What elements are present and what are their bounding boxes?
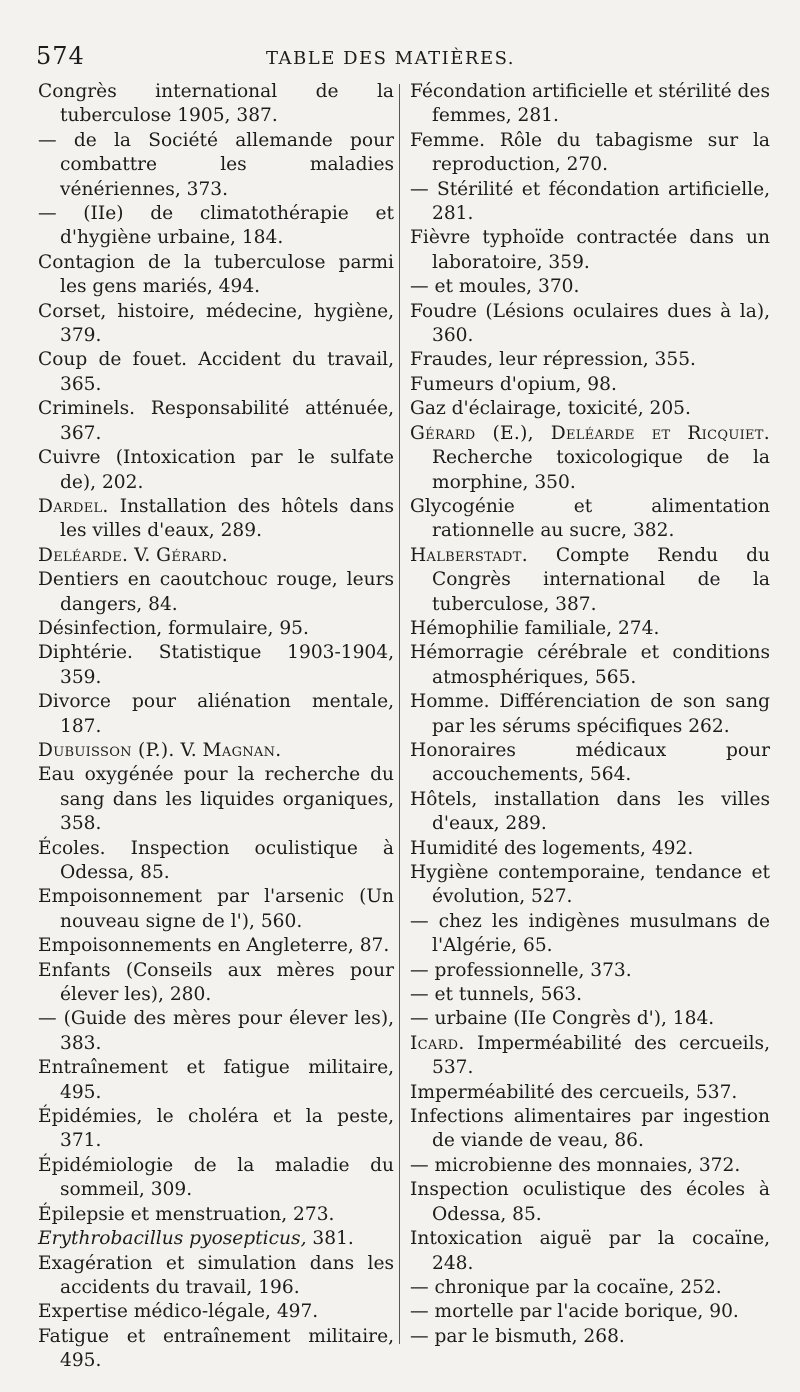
index-entry — [38, 1325, 394, 1374]
index-entry — [410, 422, 770, 495]
entry-text: — mortelle par l'acide borique, 90. — [410, 1301, 739, 1323]
entry-text: Eau oxygénée pour la recherche du sang dans les liquides organiques, 358. — [38, 764, 394, 835]
entry-text: Imperméabilité des cercueils, 537. — [432, 1032, 770, 1079]
entry-text: Foudre (Lésions oculaires dues à la), 360. — [410, 300, 770, 347]
index-entry — [38, 348, 394, 397]
entry-text: Coup de fouet. Accident du travail, 365. — [38, 349, 394, 395]
index-entry — [38, 739, 394, 763]
entry-author: Icard. — [410, 1032, 465, 1054]
entry-text: Cuivre (Intoxication par le sulfate de), 202. — [38, 447, 394, 493]
index-entry — [410, 1178, 770, 1227]
index-entry — [38, 934, 394, 958]
index-entry — [38, 1300, 394, 1324]
entry-text: Installation des hôtels dans les villes d'eaux, 289. — [60, 495, 394, 542]
entry-text: Épidémiologie de la maladie du sommeil, 309. — [38, 1154, 394, 1201]
entry-text: Glycogénie et alimentation rationnelle au sucre, 382. — [410, 495, 770, 542]
index-entry — [38, 397, 394, 446]
entry-text: Divorce pour aliénation mentale, 187. — [38, 691, 394, 737]
entry-text: — (Guide des mères pour élever les), 383. — [38, 1008, 394, 1054]
index-entry — [410, 690, 770, 739]
entry-text: Fraudes, leur répression, 355. — [410, 349, 696, 371]
index-entry — [410, 641, 770, 690]
index-entry — [410, 129, 770, 178]
entry-text: — urbaine (IIe Congrès d'), 184. — [410, 1008, 715, 1030]
entry-text: 381. — [312, 1228, 354, 1250]
index-entry — [410, 1007, 770, 1031]
entry-author: Dubuisson (P.). — [38, 739, 175, 761]
index-entry — [38, 959, 394, 1008]
entry-text: — microbienne des monnaies, 372. — [410, 1154, 741, 1176]
index-entry — [410, 1032, 770, 1081]
running-title: TABLE DES MATIÈRES. — [266, 48, 515, 69]
index-entry — [410, 837, 770, 861]
index-entry — [410, 373, 770, 397]
entry-text: Épidémies, le choléra et la peste, 371. — [38, 1106, 394, 1152]
index-entry — [38, 885, 394, 934]
index-entry — [410, 495, 770, 544]
index-entry — [410, 1105, 770, 1154]
entry-text: Inspection oculistique des écoles à Odessa, 85. — [410, 1179, 770, 1225]
index-entry — [410, 1300, 770, 1324]
entry-text: Gaz d'éclairage, toxicité, 205. — [410, 398, 691, 420]
index-entry — [410, 983, 770, 1007]
entry-text: Empoisonnements en Angleterre, 87. — [38, 935, 390, 957]
index-entry — [410, 739, 770, 788]
index-entry — [410, 910, 770, 959]
entry-text: — et tunnels, 563. — [410, 984, 583, 1006]
index-entry — [410, 1276, 770, 1300]
entry-text: Désinfection, formulaire, 95. — [38, 617, 309, 639]
entry-text: Écoles. Inspection oculistique à Odessa, 85. — [38, 837, 394, 883]
entry-text: Compte Rendu du Congrès international de la tuberculose, 387. — [432, 544, 770, 615]
entry-text: Infections alimentaires par ingestion de viande de veau, 86. — [410, 1106, 770, 1152]
entry-text: Entraînement et fatigue militaire, 495. — [38, 1057, 394, 1103]
entry-text: Enfants (Conseils aux mères pour élever les), 280. — [38, 959, 394, 1006]
index-entry — [38, 1227, 394, 1251]
index-entry — [410, 397, 770, 421]
index-entry — [38, 1007, 394, 1056]
entry-text: Corset, histoire, médecine, hygiène, 379. — [38, 300, 394, 347]
entry-text: Contagion de la tuberculose parmi les gens mariés, 494. — [38, 251, 394, 298]
entry-text: — chronique par la cocaïne, 252. — [410, 1276, 722, 1298]
entry-text: Recherche toxicologique de la morphine, 350. — [432, 447, 770, 493]
index-entry — [38, 1252, 394, 1301]
index-entry — [38, 1154, 394, 1203]
entry-text: V. — [134, 544, 151, 566]
entry-text: Empoisonnement par l'arsenic (Un nouveau signe de l'), 560. — [38, 886, 394, 932]
index-entry — [410, 80, 770, 129]
index-column-left — [38, 80, 394, 1374]
page-header — [36, 42, 770, 76]
index-entry — [38, 763, 394, 836]
entry-author: Dardel. — [38, 495, 109, 517]
index-entry — [38, 495, 394, 544]
entry-author: Magnan. — [202, 739, 282, 761]
entry-author: Gérard (E.), Deléarde et Ricquiet. — [410, 422, 770, 444]
index-entry — [38, 1056, 394, 1105]
index-entry — [38, 202, 394, 251]
index-entry — [410, 300, 770, 349]
entry-text: Homme. Différenciation de son sang par les sérums spécifiques 262. — [410, 691, 770, 737]
entry-text: — professionnelle, 373. — [410, 959, 632, 981]
entry-text: Congrès international de la tuberculose 1905, 387. — [38, 81, 394, 127]
entry-text: Hôtels, installation dans les villes d'eaux, 289. — [410, 788, 770, 835]
entry-text: — par le bismuth, 268. — [410, 1325, 625, 1347]
entry-text: Fumeurs d'opium, 98. — [410, 373, 617, 395]
index-entry — [410, 617, 770, 641]
index-entry — [38, 568, 394, 617]
entry-text: — Stérilité et fécondation artificielle, 281. — [410, 178, 770, 225]
entry-text: Exagération et simulation dans les accidents du travail, 196. — [38, 1252, 394, 1298]
entry-text: — chez les indigènes musulmans de l'Algérie, 65. — [410, 910, 770, 957]
index-entry — [410, 275, 770, 299]
index-entry — [38, 1105, 394, 1154]
entry-text: Femme. Rôle du tabagisme sur la reproduction, 270. — [410, 129, 770, 176]
index-entry — [410, 861, 770, 910]
entry-text: Dentiers en caoutchouc rouge, leurs dangers, 84. — [38, 569, 394, 615]
entry-author: Gérard. — [156, 544, 228, 566]
entry-text: Diphtérie. Statistique 1903-1904, 359. — [38, 642, 394, 688]
index-entry — [38, 641, 394, 690]
index-entry — [38, 544, 394, 568]
index-entry — [410, 544, 770, 617]
entry-text: Hémophilie familiale, 274. — [410, 617, 660, 639]
entry-text: Humidité des logements, 492. — [410, 837, 694, 859]
entry-italic-term: Erythrobacillus pyosepticus, — [38, 1228, 307, 1250]
index-entry — [410, 1325, 770, 1349]
entry-text: Fièvre typhoïde contractée dans un laboratoire, 359. — [410, 227, 770, 273]
index-entry — [410, 1154, 770, 1178]
entry-author: Halberstadt. — [410, 544, 528, 566]
index-column-right — [410, 80, 770, 1349]
index-entry — [410, 959, 770, 983]
index-entry — [38, 129, 394, 202]
entry-text: Fécondation artificielle et stérilité des femmes, 281. — [410, 81, 770, 127]
index-entry — [410, 788, 770, 837]
entry-text: Expertise médico-légale, 497. — [38, 1301, 319, 1323]
index-entry — [38, 446, 394, 495]
page-number: 574 — [36, 42, 85, 70]
entry-text: Criminels. Responsabilité atténuée, 367. — [38, 398, 394, 444]
column-divider — [399, 84, 400, 1344]
entry-text: V. — [180, 739, 197, 761]
index-entry — [410, 226, 770, 275]
index-entry — [38, 837, 394, 886]
index-entry — [410, 1081, 770, 1105]
entry-text: Hygiène contemporaine, tendance et évolution, 527. — [410, 862, 770, 908]
entry-text: Hémorragie cérébrale et conditions atmosphériques, 565. — [410, 642, 770, 688]
index-entry — [38, 690, 394, 739]
index-entry — [410, 348, 770, 372]
index-entry — [38, 251, 394, 300]
index-entry — [38, 617, 394, 641]
entry-text: — de la Société allemande pour combattre les maladies vénériennes, 373. — [38, 129, 394, 200]
index-entry — [410, 1227, 770, 1276]
entry-text: — (IIe) de climatothérapie et d'hygiène urbaine, 184. — [38, 203, 394, 249]
entry-text: Épilepsie et menstruation, 273. — [38, 1203, 335, 1225]
index-entry — [38, 300, 394, 349]
entry-text: Intoxication aiguë par la cocaïne, 248. — [410, 1228, 770, 1274]
entry-text: Fatigue et entraînement militaire, 495. — [38, 1325, 394, 1372]
index-entry — [410, 178, 770, 227]
index-entry — [38, 1203, 394, 1227]
entry-author: Deléarde. — [38, 544, 129, 566]
entry-text: Imperméabilité des cercueils, 537. — [410, 1081, 738, 1103]
index-entry — [38, 80, 394, 129]
entry-text: Honoraires médicaux pour accouchements, 564. — [410, 739, 770, 786]
entry-text: — et moules, 370. — [410, 276, 580, 298]
